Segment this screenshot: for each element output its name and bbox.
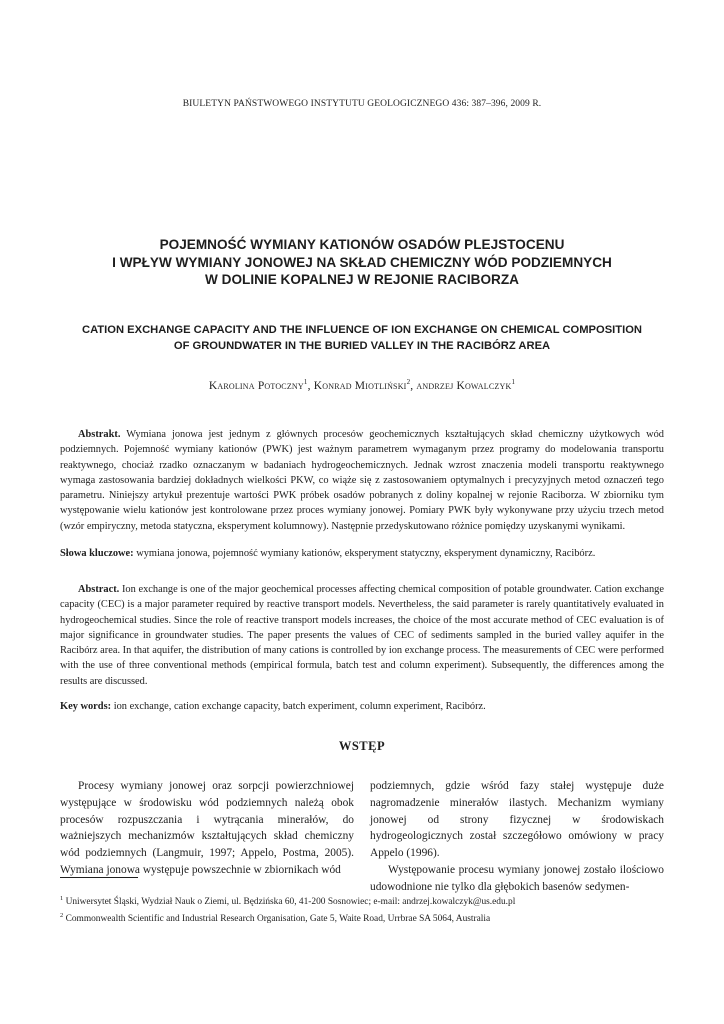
body-paragraph: Procesy wymiany jonowej oraz sorpcji powierzchniowej występujące w środowisku wód podziemnych należą obok procesów rozpuszczania i wytrącania minerałów, do ważniejszych mechanizmów kształtujących skład chemiczny wód podziemnych (Langmuir, 1997; Appelo, Postma, 2005). Wymiana jonowa występuje powszechnie w zbiornikach wód	[60, 780, 354, 876]
body-paragraph: podziemnych, gdzie wśród fazy stałej występuje duże nagromadzenie minerałów ilastych. Mechanizm wymiany jonowej od strony fizycznej w środowiskach hydrogeologicznych został szczegółowo omówiony w pracy Appelo (1996).	[370, 780, 664, 860]
author-name: andrzej Kowalczyk	[416, 379, 512, 392]
footnote-2	[60, 910, 664, 925]
author-separator: ,	[307, 379, 314, 392]
abstract-english-text: Ion exchange is one of the major geochemical processes affecting chemical composition of potable groundwater. Cation exchange capacity (CEC) is a major parameter required by reactive transport models. Nevertheless, the said parameter is rarely quantitatively evaluated in hydrogeochemical studies. Since the role of reactive transport models increases, the choice of the most accurate method of CEC evaluation is of major significance in groundwater studies. The paper presents the values of CEC of sediments sampled in the buried valley aquifer in the Racibórz area. In that aquifer, the distribution of many cations is controlled by ion exchange process. The measurements of CEC were performed with the use of three conventional methods (empirical formula, batch test and column experiment). Subsequently, the differences among the results are discussed.	[60, 584, 664, 687]
title-polish	[60, 236, 664, 289]
keywords-english-label: Key words:	[60, 701, 112, 712]
footnote-text: Uniwersytet Śląski, Wydział Nauk o Ziemi, ul. Będzińska 60, 41-200 Sosnowiec; e-mail: andrzej.kowalczyk@us.edu.pl	[65, 897, 516, 908]
abstract-english-label: Abstract.	[78, 584, 120, 595]
body-column-right	[370, 778, 664, 896]
body-column-left	[60, 778, 354, 879]
title-polish-line: POJEMNOŚĆ WYMIANY KATIONÓW OSADÓW PLEJSTOCENU	[159, 237, 565, 252]
body-paragraph: Występowanie procesu wymiany jonowej zostało ilościowo udowodnione nie tylko dla głębokich basenów sedymen-	[370, 863, 664, 893]
affiliation-mark: 1	[511, 378, 516, 386]
title-polish-line: W DOLINIE KOPALNEJ W REJONIE RACIBORZA	[205, 272, 519, 287]
footnote-text: Commonwealth Scientific and Industrial Research Organisation, Gate 5, Waite Road, Urrbrae SA 5064, Australia	[65, 914, 491, 925]
footnote-1	[60, 893, 664, 908]
author-list	[0, 378, 724, 392]
section-heading: WSTĘP	[338, 739, 386, 753]
keywords-polish-label: Słowa kluczowe:	[60, 548, 134, 559]
keywords-polish-text: wymiana jonowa, pojemność wymiany kationów, eksperyment statyczny, eksperyment dynamiczny, Racibórz.	[133, 548, 596, 559]
author-name: Konrad Miotliński	[313, 379, 407, 392]
title-english-line: OF GROUNDWATER IN THE BURIED VALLEY IN THE RACIBÓRZ AREA	[173, 339, 551, 352]
keywords-english	[60, 699, 664, 714]
title-polish-line: I WPŁYW WYMIANY JONOWEJ NA SKŁAD CHEMICZNY WÓD PODZIEMNYCH	[112, 254, 612, 270]
affiliation-mark: 1	[303, 378, 308, 386]
keywords-polish	[60, 546, 664, 561]
affiliation-mark: 2	[406, 378, 411, 386]
author-separator: ,	[410, 379, 417, 392]
title-english-line: CATION EXCHANGE CAPACITY AND THE INFLUENCE OF ION EXCHANGE ON CHEMICAL COMPOSITION	[81, 324, 643, 336]
footnote-mark: 1	[60, 895, 64, 902]
title-english	[56, 323, 668, 354]
abstract-english	[60, 582, 664, 689]
abstract-polish-text: Wymiana jonowa jest jednym z głównych procesów geochemicznych kształtujących skład chemiczny użytkowych wód podziemnych. Pojemność wymiany kationów (PWK) jest ważnym parametrem wymaganym przez programy do modelowania transportu reaktywnego, chociaż rzadko oznaczanym w badaniach hydrogeochemicznych. Jednak wzrost znaczenia modeli transportu reaktywnego wymaga zastosowania bardziej dokładnych wielkości PKW, co wiąże się z zastosowaniem optymalnych i precyzyjnych metod oznaczeń tego parametru. Niniejszy artykuł prezentuje wartości PWK próbek osadów pobranych z doliny kopalnej w rejonie Raciborza. W zbiorniku tym występowanie wielu kationów jest kontrolowane przez proces wymiany jonowej. Pomiary PWK były wykonywane przy użyciu trzech metod (wzór empiryczny, metoda statyczna, eksperyment kolumnowy). Następnie przedyskutowano różnice pomiędzy uzyskanymi wynikami.	[60, 429, 664, 532]
abstract-polish-label: Abstrakt.	[78, 429, 121, 440]
footnote-mark: 2	[60, 912, 64, 919]
author-name: Karolina Potoczny	[208, 379, 304, 392]
footnote-rule	[60, 877, 138, 878]
abstract-polish	[60, 427, 664, 534]
keywords-english-text: ion exchange, cation exchange capacity, batch experiment, column experiment, Racibórz.	[111, 701, 486, 712]
journal-header: BIULETYN PAŃSTWOWEGO INSTYTUTU GEOLOGICZNEGO 436: 387–396, 2009 R.	[182, 99, 542, 109]
